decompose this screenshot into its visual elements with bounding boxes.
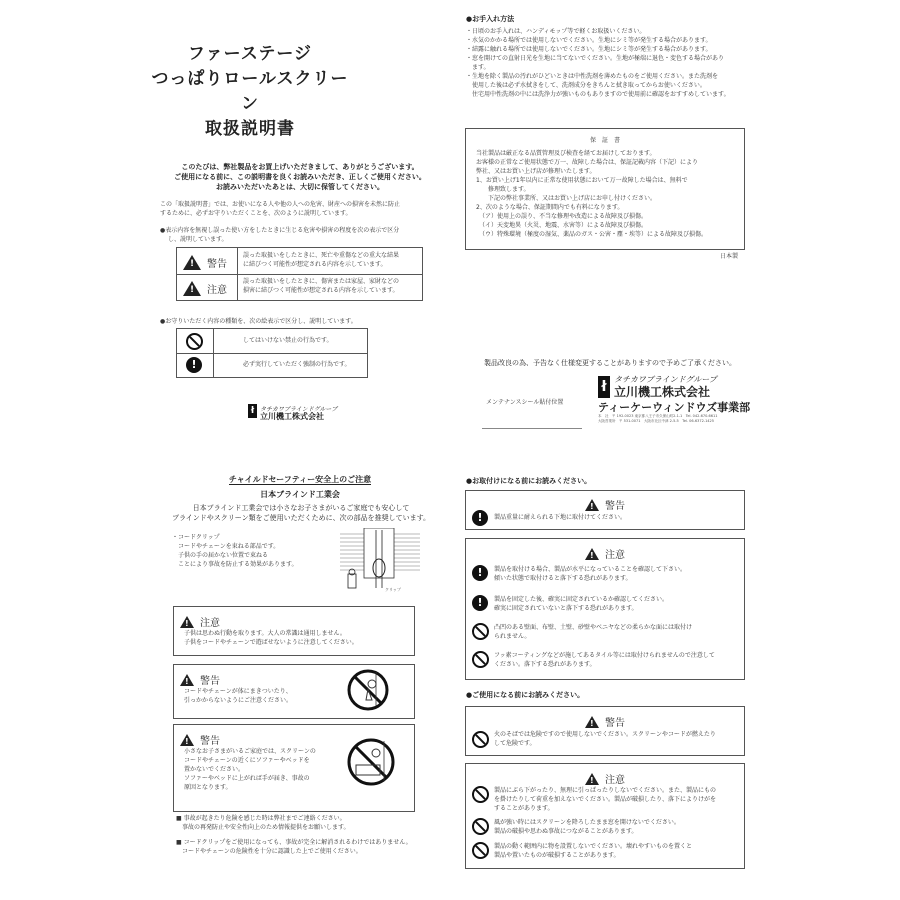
child-warning-box-2 [173,724,415,812]
use-warning-text1: 火のそばでは危険ですので使用しないでください。スクリーンやコードが燃えたり [494,731,716,738]
intro-line3: お読みいただいたあとは、大切に保管してください。 [216,183,384,191]
caution-icon [585,773,599,785]
logo-small-company: 立川機工株式会社 [260,412,324,421]
symbols-heading [160,226,440,244]
use-warning-box [465,706,745,756]
use-caution-3 [494,842,739,860]
use-caution-header [466,768,744,787]
child-intro2: ブラインドやスクリーン類をご使用いただくために、次の部品を推奨しています。 [171,514,431,522]
care-line: ・生地を除く製品の汚れがひどいときは中性洗剤を薄めたものをご使用ください。また洗剤を [466,73,719,80]
child-warning2-text5: 原因となります。 [184,784,232,791]
maintenance-seal-label: メンテナンスシール貼付位置 [486,399,564,406]
logo-large-company: 立川機工株式会社 [614,385,711,399]
guarantee-line: 2、次のような場合、保証期間内でも有料になります。 [476,204,624,211]
care-list [466,27,756,99]
use-u3a: 製品の動く範囲内に物を設置しないでください。壊れやすいものを置くと [494,843,693,850]
prohibited-icon [472,731,489,748]
intro-text [160,162,440,192]
child-caution-box [173,606,415,656]
prohibited-icon [472,818,489,835]
prohibited-icon [472,623,489,640]
use-caution-label: 注意 [605,775,625,786]
sofa-prohibited-icon [346,737,396,787]
install-c2b: 確実に固定されていないと落下する恐れがあります。 [494,605,638,612]
child-intro [166,503,436,523]
prohibited-icon [472,786,489,803]
warning-row-text [243,251,419,269]
clip-text2: 子供の手の届かない位置で束ねる [178,552,269,559]
cord-clip-desc [172,533,352,569]
child-warning2-text2: コードやチェーンの近くにソファーやベッドを [184,757,310,764]
symbols2-heading: ●お守りいただく内容の種類を、次の絵表示で区分し、説明しています。 [160,318,357,325]
warning-icon [585,716,599,728]
child-intro1: 日本ブラインド工業会では小さなお子さまがいるご家庭でも安心して [192,504,410,512]
child-warning2-header [180,729,220,748]
care-line: 住宅用中性洗剤の中には洗浄力が強いものもありますので使用前に確認をおすすめしています。 [466,91,730,98]
mandatory-text: 必ず実行していただく強制の行為です。 [243,361,351,368]
child-warning-box-1 [173,664,415,719]
care-line: 使用した後は必ず水拭きをして、洗剤成分をきちんと拭き取ってからお使いください。 [466,82,706,89]
logo-large-division: ティーケーウィンドウズ事業部 [598,401,751,414]
guarantee-line: （イ）天変地異（火災、地震、水害等）による故障及び損傷。 [476,222,648,229]
use-warning-text2: して危険です。 [494,740,536,747]
child-caution-text [184,629,410,647]
intro-small1: この「取扱説明書」では、お使いになる人や他の人への危害、財産への損害を未然に防止 [160,201,401,208]
install-c2a: 製品を固定した後、確実に固定されているか確認してください。 [494,596,669,603]
install-c3a: 凸凹のある壁面、布壁、土壁、砂壁やベニヤなどの柔らかな面には取付け [494,624,693,631]
child-caution-text1: 子供は思わぬ行動を取ります。大人の常識は通用しません。 [184,630,346,637]
address-line2: 大阪営業所 〒 531-0071 大阪市北区中津 2-5-5 Tel. 06-6372-1425 [598,419,714,423]
warning-row-label [183,252,227,271]
install-c1b: 傾いた状態で取付けると落下する恐れがあります。 [494,575,632,582]
mandatory-icon: ! [186,357,202,373]
care-line: ます。 [466,64,490,71]
prohibited-icon [472,651,489,668]
doc-title-line1: ファーステージ [187,44,313,64]
use-warning-header [466,711,744,730]
logo-large-group: タチカワブラインドグループ [614,375,717,384]
install-c3b: られません。 [494,633,531,640]
prohibit-text: してはいけない禁止の行為です。 [243,337,333,344]
guarantee-line: 弊社、又はお買い上げ店が修理いたします。 [476,168,596,175]
mandatory-icon: ! [472,565,488,581]
use-caution-box [465,763,745,869]
pictogram-table [176,328,368,378]
caution-label: 注意 [207,285,227,296]
use-heading: ●ご使用になる前にお読みください。 [466,691,585,699]
child-caution-label: 注意 [200,618,220,629]
guarantee-line: （ア）使用上の誤り、不当な修理や改造による故障及び損傷。 [476,213,648,220]
doc-title-line3: 取扱説明書 [205,119,295,139]
doc-title [150,42,350,142]
use-warning-label: 警告 [605,718,625,729]
warning-icon [180,674,194,686]
logo-small-group: タチカワブラインドグループ [260,406,338,413]
made-in-japan: 日本製 [720,253,739,260]
use-u1a: 製品にぶら下がったり、無理に引っぱったりしないでください。また、製品にもの [494,787,717,794]
intro-line1: このたびは、弊社製品をお買上げいただきまして、ありがとうございます。 [181,163,419,171]
warning-icon [585,499,599,511]
use-u2b: 製品の破損や思わぬ事故につながることがあります。 [494,828,638,835]
warning-icon [183,255,201,270]
child-note2a: ■ コードクリップをご使用になっても、事故が完全に解消されるわけではありません。 [176,839,412,846]
use-caution-2 [494,818,739,836]
logo-large-mark-icon: ł [598,376,610,398]
guarantee-line: 当社製品は厳正なる品質管理及び検査を経てお届けしております。 [476,150,656,157]
install-caution-4 [494,651,739,669]
care-line: ・日頃のお手入れは、ハンディモップ等で軽くお取扱いください。 [466,28,646,35]
prohibited-icon [472,842,489,859]
guarantee-text [476,149,741,239]
use-u1b: を掛けたりして荷重を加えないでください。製品が破損したり、落下によりけがを [494,796,717,803]
install-c4b: ください。落下する恐れがあります。 [494,661,596,668]
logo-large [598,374,758,430]
guarantee-line: 下記の弊社事業所、又はお買い上げ店にお申し付けください。 [476,195,657,202]
address-line1: 本 社 〒 192-0023 東京都八王子市久保山町2-1-1 Tel. 042-670-6611 [598,414,718,418]
child-org: 日本ブラインド工業会 [260,490,340,499]
child-warning1-header [180,669,220,688]
install-caution-header [466,543,744,562]
use-caution-1 [494,786,739,813]
install-caution-1 [494,565,739,583]
intro-small [160,200,440,218]
clip-tag-label: クリップ [385,587,401,592]
child-warning2-text3: 置かないでください。 [184,766,245,773]
child-warning1-text [184,687,344,705]
intro-line2: ご使用になる前に、この説明書を良くお読みいただき、正しくご使用ください。 [174,173,426,181]
child-warning1-text1: コードやチェーンが体にまきついたり、 [184,688,292,695]
child-safety-title [180,474,420,485]
prohibited-icon [186,333,203,350]
install-caution-label: 注意 [605,550,625,561]
use-warning-text [494,730,739,748]
child-note1b: 事故の再発防止や安全性向上のため情報提供をお願いします。 [176,824,350,831]
guarantee-line: 1、お買い上げ1年以内に正常な使用状態において万一故障した場合は、無料で [476,177,688,184]
install-c1a: 製品を取付ける場合、製品が水平になっていることを確認して下さい。 [494,566,687,573]
child-caution-text2: 子供をコードやチェーンで遊ばせないように注意してください。 [184,639,358,646]
severity-table [176,247,423,301]
caution-icon [183,281,201,296]
clip-text1: コードやチェーンを束ねる部品です。 [178,543,280,550]
use-u1c: することがあります。 [494,805,554,812]
caution-text2: 損害に結びつく可能性が想定される内容を示しています。 [243,287,399,294]
mandatory-icon: ! [472,595,488,611]
install-warning-label: 警告 [605,501,625,512]
logo-large-address [598,414,717,424]
install-caution-box [465,538,745,680]
child-notes [176,814,426,856]
warning-icon [180,734,194,746]
cord-clip-illustration [340,528,420,600]
child-warning2-label: 警告 [200,736,220,747]
install-heading: ●お取付けになる前にお読みください。 [466,477,592,485]
caution-icon [180,616,194,628]
guarantee-title: 保 証 書 [589,137,620,144]
clip-label: ・コードクリップ [172,534,220,541]
warning-text1: 誤った取扱いをしたときに、死亡や重傷などの重大な結果 [243,252,400,259]
care-heading: ●お手入れ方法 [466,15,515,23]
care-line: ・結露に触れる場所では使用しないでください。生地にシミ等が発生する場合があります。 [466,46,712,53]
child-caution-header [180,611,220,630]
guarantee-line: 修理致します。 [476,186,530,193]
clip-text3: ことにより事故を防止する効果があります。 [178,561,298,568]
symbols-heading1: ●表示内容を無視し誤った使い方をしたときに生じる危害や損害の程度を次の表示で区分 [160,227,400,234]
seal-position-line [482,428,582,429]
symbols-heading2: し、説明しています。 [168,236,228,243]
caution-icon [585,548,599,560]
care-line: ・窓を開けての直射日光を生地に当てないでください。生地が極端に退色・変色する場合があり [466,55,725,62]
guarantee-box [465,128,745,250]
mandatory-icon: ! [472,510,488,526]
child-note2b: コードやチェーンの危険性を十分に認識した上でご使用ください。 [176,848,362,855]
use-u2a: 風が強い時にはスクリーンを降ろしたまま窓を開けないでください。 [494,819,680,826]
doc-title-line2: つっぱりロールスクリーン [151,69,349,114]
install-warning-header [466,494,744,513]
guarantee-line: お客様の正常なご使用状態で万一、故障した場合は、保証記載内容（下記）により [476,159,699,166]
warning-text2: に結びつく可能性が想定される内容を示しています。 [243,261,387,268]
logo-mark-icon: ł [248,404,257,418]
guarantee-line: （ウ）特殊環境（極度の湿気、薬品のガス・公害・塵・埃等）による故障及び損傷。 [476,231,708,238]
use-u3b: 製品や置いたものが破損することがあります。 [494,852,620,859]
caution-text1: 誤った取扱いをしたときに、傷害または家屋、家財などの [243,278,400,285]
install-c4a: フッ素コーティングなどが施してあるタイル等には取付けられませんので注意して [494,652,715,659]
install-warning-box [465,490,745,530]
child-note1a: ■ 事故が起きたり危険を感じた時は弊社までご連絡ください。 [176,815,346,822]
spec-change-notice: 製品改良の為、予告なく仕様変更することがありますので予めご了承ください。 [484,359,736,367]
child-title: チャイルドセーフティー安全上のご注意 [228,475,372,484]
child-warning1-text2: 引っかからないようにご注意ください。 [184,697,293,704]
install-caution-3 [494,623,739,641]
child-warning1-label: 警告 [200,676,220,687]
child-cord-prohibited-icon [346,668,390,712]
install-warning-text: 製品重量に耐えられる下地に取付けてください。 [494,514,627,521]
caution-row-text [243,277,419,295]
install-caution-2 [494,595,739,613]
child-warning2-text4: ソファーやベッドに上がれば手が届き、事故の [184,775,310,782]
caution-row-label [183,278,227,297]
child-warning2-text1: 小さなお子さまがいるご家庭では、スクリーンの [184,748,316,755]
warning-label: 警告 [207,259,227,270]
care-line: ・水気のかかる場所では使用しないでください。生地にシミ等が発生する場合があります。 [466,37,712,44]
child-warning2-text [184,747,344,792]
intro-small2: するために、必ずお守りいただくことを、次のように説明しています。 [160,210,352,217]
